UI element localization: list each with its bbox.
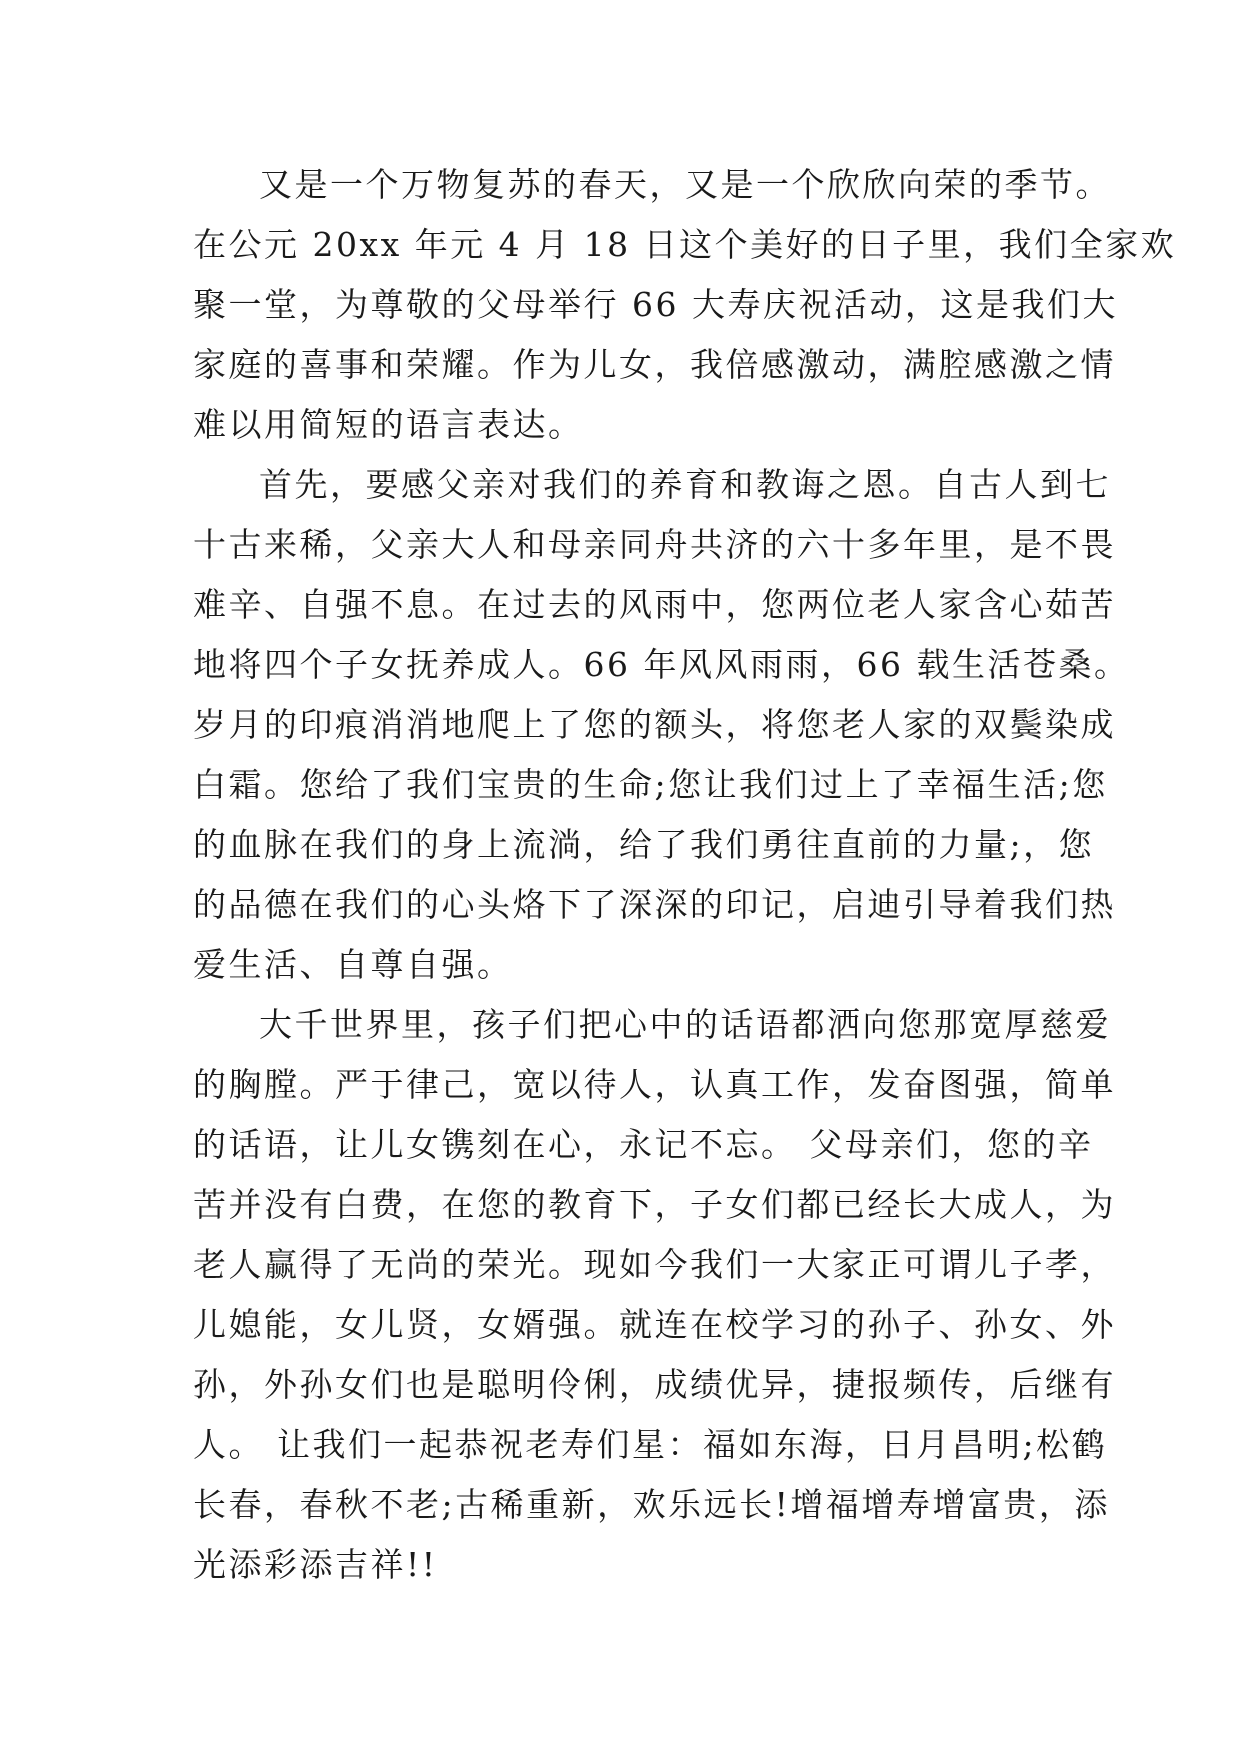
paragraph-3-line-7: 孙，外孙女们也是聪明伶俐，成绩优异，捷报频传，后继有: [193, 1365, 1116, 1404]
paragraph-3-line-2: 的胸膛。严于律己，宽以待人，认真工作，发奋图强，简单: [193, 1065, 1116, 1104]
paragraph-1-line-4: 家庭的喜事和荣耀。作为儿女，我倍感激动，满腔感激之情: [193, 345, 1116, 384]
paragraph-2-line-5: 岁月的印痕消消地爬上了您的额头，将您老人家的双鬓染成: [193, 705, 1116, 744]
paragraph-3-line-6: 儿媳能，女儿贤，女婿强。就连在校学习的孙子、孙女、外: [193, 1305, 1116, 1344]
paragraph-3-line-5: 老人赢得了无尚的荣光。现如今我们一大家正可谓儿子孝，: [193, 1245, 1116, 1284]
paragraph-2-line-4: 地将四个子女抚养成人。66 年风风雨雨，66 载生活苍桑。: [193, 645, 1130, 684]
paragraph-1-line-5: 难以用简短的语言表达。: [193, 405, 584, 444]
paragraph-2-line-8: 的品德在我们的心头烙下了深深的印记，启迪引导着我们热: [193, 885, 1116, 924]
paragraph-2-line-1: 首先，要感父亲对我们的养育和教诲之恩。自古人到七: [259, 465, 1111, 504]
paragraph-3-line-1: 大千世界里，孩子们把心中的话语都洒向您那宽厚慈爱: [259, 1005, 1111, 1044]
paragraph-3-line-8: 人。 让我们一起恭祝老寿们星：福如东海，日月昌明;松鹤: [193, 1425, 1108, 1464]
paragraph-3-line-4: 苦并没有白费，在您的教育下，子女们都已经长大成人，为: [193, 1185, 1116, 1224]
paragraph-3-line-3: 的话语，让儿女镌刻在心，永记不忘。 父母亲们，您的辛: [193, 1125, 1094, 1164]
paragraph-3-line-9: 长春，春秋不老;古稀重新，欢乐远长!增福增寿增富贵，添: [193, 1485, 1110, 1524]
paragraph-1-line-3: 聚一堂，为尊敬的父母举行 66 大寿庆祝活动，这是我们大: [193, 285, 1118, 324]
paragraph-2-line-2: 十古来稀，父亲大人和母亲同舟共济的六十多年里，是不畏: [193, 525, 1116, 564]
paragraph-3-line-10: 光添彩添吉祥!!: [193, 1545, 438, 1584]
paragraph-2-line-9: 爱生活、自尊自强。: [193, 945, 513, 984]
paragraph-1-line-1: 又是一个万物复苏的春天，又是一个欣欣向荣的季节。: [259, 165, 1111, 204]
paragraph-2-line-3: 难辛、自强不息。在过去的风雨中，您两位老人家含心茹苦: [193, 585, 1116, 624]
paragraph-2-line-7: 的血脉在我们的身上流淌，给了我们勇往直前的力量;，您: [193, 825, 1095, 864]
paragraph-2-line-6: 白霜。您给了我们宝贵的生命;您让我们过上了幸福生活;您: [193, 765, 1108, 804]
paragraph-1-line-2: 在公元 20xx 年元 4 月 18 日这个美好的日子里，我们全家欢: [193, 225, 1177, 264]
